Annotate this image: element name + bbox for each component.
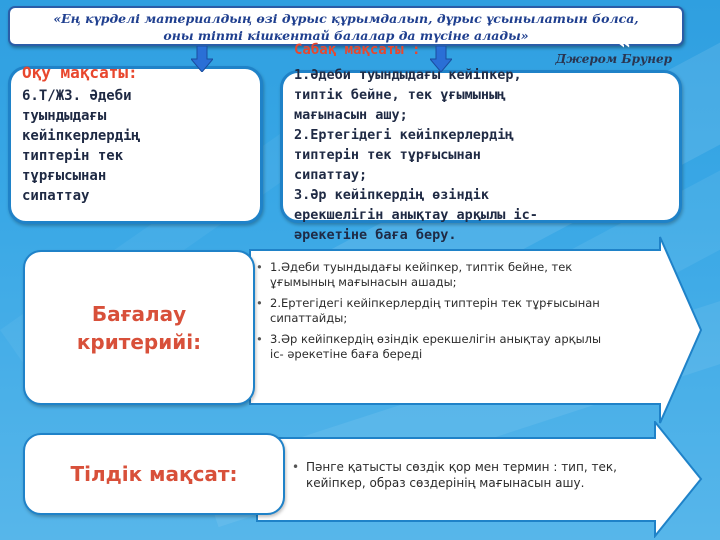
objective-line: типтерін тек — [22, 148, 124, 164]
objective-line: 6.Т/Ж3. Әдеби — [22, 88, 132, 104]
objective-line: 1.Әдеби туындыдағы кейіпкер, — [294, 67, 522, 83]
objective-line: сипаттау; — [294, 167, 368, 183]
objective-line: туындыдағы — [22, 108, 107, 124]
quote-author: Джером Брунер — [555, 52, 672, 66]
learning-objectives-text — [22, 86, 257, 206]
learning-objectives-title: Оқу мақсаты: — [22, 63, 138, 82]
assessment-criteria-list — [256, 260, 616, 368]
lesson-objectives-title: Сабақ мақсаты : — [294, 42, 421, 58]
language-goal-label: Тілдік мақсат: — [23, 433, 285, 515]
objective-line: типтерін тек тұрғысынан — [294, 147, 481, 163]
objective-line: ерекшелігін анықтау арқылы іс- — [294, 207, 538, 223]
list-item: • 3.Әр кейіпкердің өзіндік ерекшелігін анықтау арқылы іс- әрекетіне баға береді — [256, 332, 616, 362]
chevron-left-icon: « — [617, 30, 628, 55]
assessment-criteria-label — [23, 250, 255, 405]
objective-line: 2.Ертегідегі кейіпкерлердің — [294, 127, 514, 143]
objective-line: кейіпкерлердің — [22, 128, 141, 144]
arrow-down-icon — [191, 46, 213, 72]
quote-banner — [8, 6, 684, 46]
assessment-title-line-1: Бағалау — [91, 301, 187, 326]
language-goal-list — [292, 459, 667, 491]
quote-line-1: «Ең күрделі материалдың өзі дұрыс құрымдалып, дұрыс ұсынылатын болса, — [53, 11, 639, 26]
objective-line: тұрғысынан — [22, 168, 107, 184]
list-item: • 2.Ертегідегі кейіпкерлердің типтерін тек тұрғысынан сипаттайды; — [256, 296, 616, 326]
objective-line: 3.Әр кейіпкердің өзіндік — [294, 187, 490, 203]
objective-line: сипаттау — [22, 188, 90, 204]
objective-line: әрекетіне баға беру. — [294, 227, 457, 243]
quote-line-2: оны тіпті кішкентай балалар да түсіне алады» — [163, 28, 529, 43]
assessment-title-line-2: критерийі: — [76, 329, 202, 354]
lesson-objectives-text — [294, 65, 666, 245]
list-item: • Пәнге қатысты сөздік қор мен термин : тип, тек, кейіпкер, образ сөздерінің мағынасын ашу. — [292, 459, 667, 491]
objective-line: мағынасын ашу; — [294, 107, 408, 123]
objective-line: типтік бейне, тек ұғымының — [294, 87, 506, 103]
list-item: • 1.Әдеби туындыдағы кейіпкер, типтік бейне, тек ұғымының мағынасын ашады; — [256, 260, 616, 290]
